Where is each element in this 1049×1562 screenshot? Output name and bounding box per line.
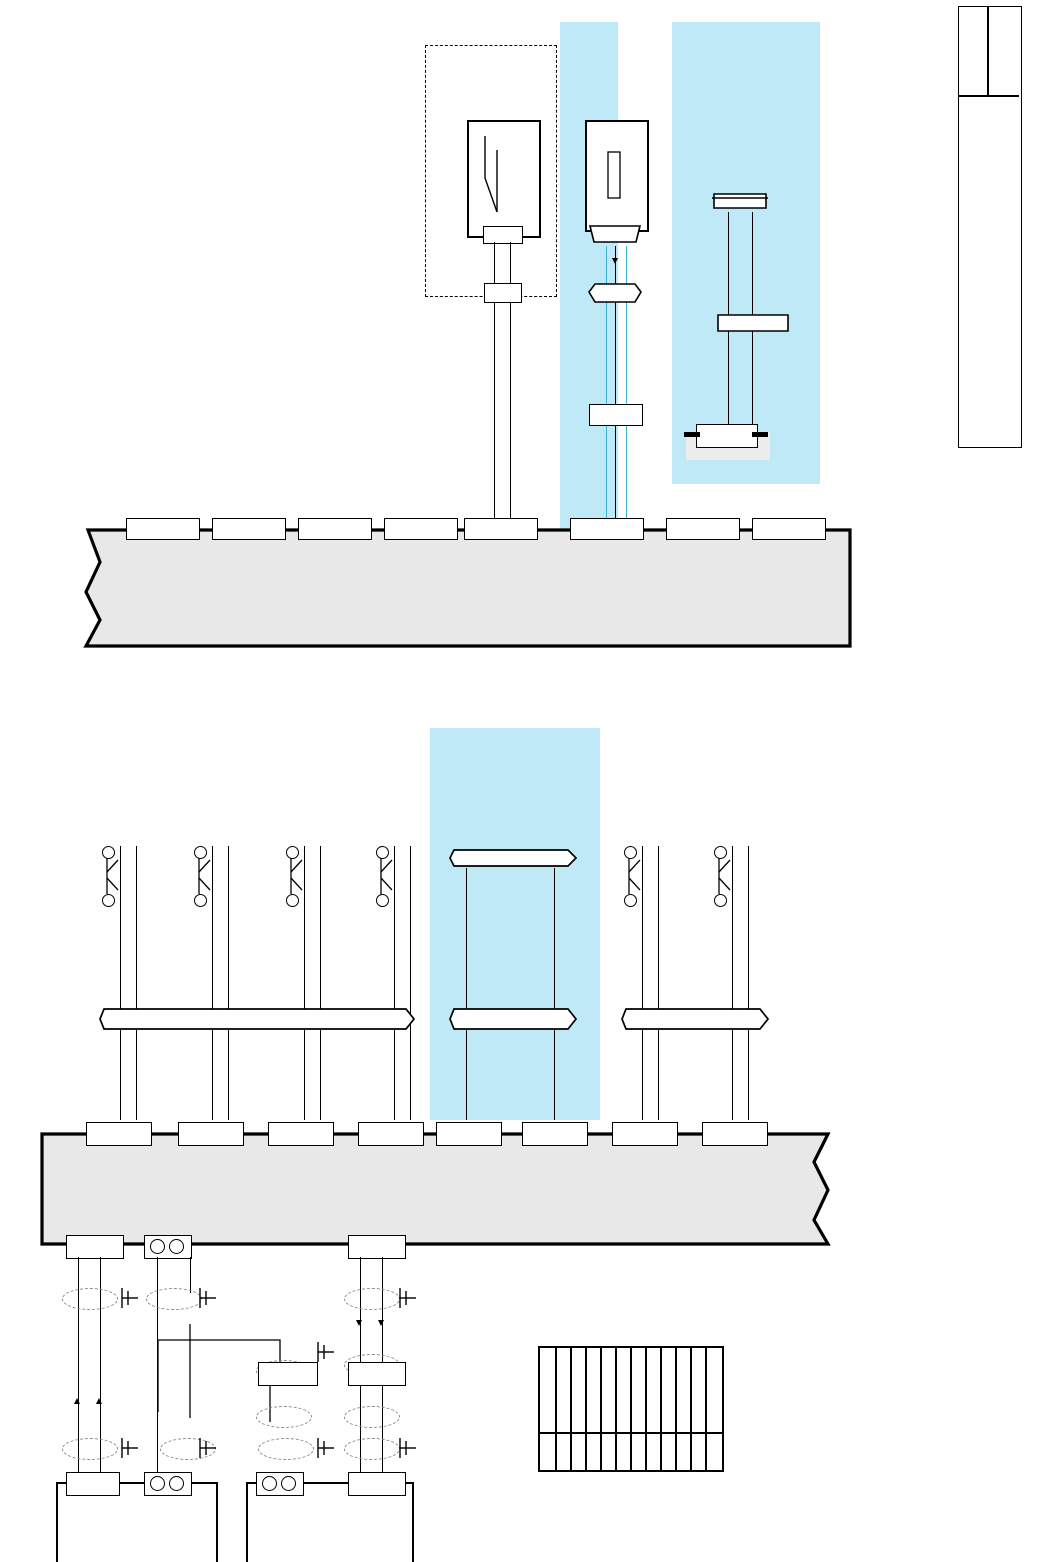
coil-group-1 [62, 1288, 118, 1310]
grid-col-7 [645, 1348, 647, 1470]
shield-symbol-8 [396, 1436, 420, 1460]
grid-col-2 [570, 1348, 572, 1470]
grid-block [538, 1346, 724, 1472]
grid-row-line [540, 1432, 722, 1434]
equipment-box-2-terminal-b [348, 1472, 406, 1496]
assembly-3-base-terminal [696, 424, 758, 448]
branch-4-wire-right [410, 846, 411, 1120]
grid-col-3 [585, 1348, 587, 1470]
branch-4-wire-left [394, 846, 395, 1120]
coil-group-7 [344, 1406, 400, 1428]
rail-bar-right [622, 1006, 770, 1032]
branch-3 [284, 846, 330, 1124]
branch-1-wire-right [136, 846, 137, 1120]
branch-4 [374, 846, 420, 1124]
middle-bus-terminal-1 [86, 1122, 152, 1146]
coil-group-3 [344, 1288, 400, 1310]
panel-2-bottom-terminal [586, 224, 644, 246]
panel-1-inline-connector [484, 283, 522, 303]
lower-bus-terminal-2-pin-a [150, 1239, 165, 1254]
panel-2-coupler-1 [587, 282, 643, 306]
upper-bus-terminal-1 [126, 518, 200, 540]
middle-bus-terminal-8 [702, 1122, 768, 1146]
shield-symbol-3 [396, 1286, 420, 1310]
middle-bus-terminal-4 [358, 1122, 424, 1146]
grid-col-9 [675, 1348, 677, 1470]
shield-symbol-5 [118, 1436, 142, 1460]
branch-5-wire-right [554, 868, 555, 1120]
middle-section [0, 700, 1049, 1260]
assembly-3-base-bar-right [752, 432, 768, 437]
branch-2-wire-right [228, 846, 229, 1120]
coil-group-2 [146, 1288, 202, 1310]
shield-symbol-1 [118, 1286, 142, 1310]
coil-group-11 [344, 1438, 400, 1460]
assembly-3-mid-clamp [716, 312, 790, 334]
branch-1 [100, 846, 146, 1124]
legend-divider-vertical [987, 7, 989, 95]
shield-symbol-7 [314, 1436, 338, 1460]
flow-arrow-4 [378, 1320, 384, 1326]
lower-bus-terminal-1 [66, 1235, 124, 1259]
upper-bus-terminal-7 [666, 518, 740, 540]
coil-group-8 [62, 1438, 118, 1460]
panel-2-contact-symbol [606, 150, 628, 218]
legend-divider-horizontal [959, 95, 1019, 97]
coil-group-6 [256, 1406, 312, 1428]
assembly-3-top-clamp [712, 190, 768, 212]
flow-arrow-1 [74, 1398, 80, 1404]
branch-7-wire-right [748, 846, 749, 1120]
branch-1-wire-left [120, 846, 121, 1120]
panel-1-contact-symbol [479, 132, 525, 224]
rail-bar-left [100, 1006, 418, 1032]
branch-5-top-clamp [450, 846, 578, 870]
upper-bus-terminal-4 [384, 518, 458, 540]
lower-wire-2b [190, 1257, 191, 1293]
branch-6-wire-right [658, 846, 659, 1120]
highlight-band-upper-2 [672, 22, 820, 484]
middle-bus-terminal-7 [612, 1122, 678, 1146]
lower-mid-terminal-1 [258, 1362, 318, 1386]
equipment-box-2-pin-b [281, 1476, 296, 1491]
branch-2 [192, 846, 238, 1124]
equipment-box-2-pin-a [262, 1476, 277, 1491]
middle-bus-terminal-3 [268, 1122, 334, 1146]
branch-3-wire-left [304, 846, 305, 1120]
assembly-3-base-bar-left [684, 432, 700, 437]
panel-2-flow-arrow [612, 258, 618, 264]
branch-2-wire-left [212, 846, 213, 1120]
shield-symbol-6 [196, 1436, 220, 1460]
middle-bus-terminal-2 [178, 1122, 244, 1146]
lower-bus-terminal-3 [348, 1235, 406, 1259]
legend-frame [958, 6, 1022, 448]
flow-arrow-2 [96, 1398, 102, 1404]
branch-5-wire-left [466, 868, 467, 1120]
branch-7-wire-left [732, 846, 733, 1120]
equipment-box-1-pin-a [150, 1476, 165, 1491]
panel-2-coupler-2 [589, 404, 643, 426]
flow-arrow-3 [356, 1320, 362, 1326]
upper-bus-terminal-2 [212, 518, 286, 540]
shield-symbol-4 [314, 1340, 338, 1364]
branch-6-wire-left [642, 846, 643, 1120]
middle-bus-terminal-6 [522, 1122, 588, 1146]
branch-5-highlighted [450, 846, 580, 1124]
grid-col-10 [690, 1348, 692, 1470]
upper-bus-terminal-5 [464, 518, 538, 540]
grid-col-5 [615, 1348, 617, 1470]
upper-bus-terminal-3 [298, 518, 372, 540]
equipment-box-1-terminal-a [66, 1472, 120, 1496]
upper-bus-terminal-8 [752, 518, 826, 540]
panel-1-bottom-terminal [483, 226, 523, 244]
middle-bus-terminal-5 [436, 1122, 502, 1146]
grid-col-11 [705, 1348, 707, 1470]
equipment-box-1-pin-b [169, 1476, 184, 1491]
lower-bus-terminal-2-pin-b [169, 1239, 184, 1254]
branch-3-wire-right [320, 846, 321, 1120]
grid-col-1 [555, 1348, 557, 1470]
coil-group-10 [258, 1438, 314, 1460]
rail-bar-middle [450, 1006, 578, 1032]
lower-section [0, 1230, 1049, 1562]
shield-symbol-2 [196, 1286, 220, 1310]
grid-col-6 [630, 1348, 632, 1470]
branch-6 [622, 846, 668, 1124]
upper-section [0, 0, 1049, 700]
grid-col-4 [600, 1348, 602, 1470]
lower-mid-terminal-2 [348, 1362, 406, 1386]
branch-7 [712, 846, 758, 1124]
grid-col-8 [660, 1348, 662, 1470]
highlight-band-upper-1 [560, 22, 618, 530]
upper-bus-terminal-6 [570, 518, 644, 540]
